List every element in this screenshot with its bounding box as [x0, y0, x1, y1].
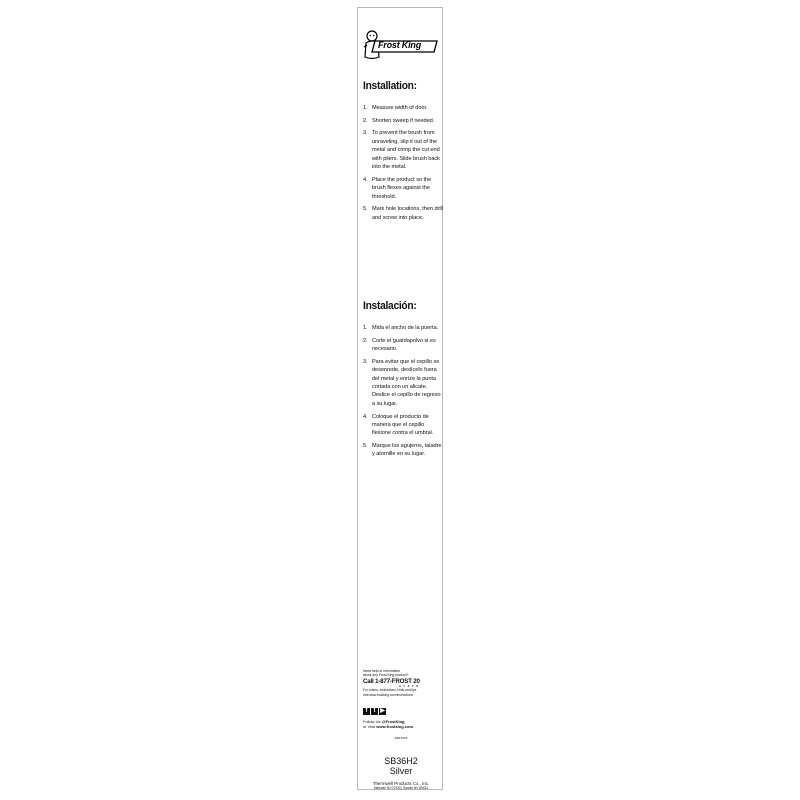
- step-text: Mida el ancho de la puerta.: [372, 325, 439, 331]
- step-text: To prevent the brush from unraveling, slip it out of the metal and crimp the cut end with pliers. Slide brush back into the metal.: [372, 130, 440, 171]
- product-info: [358, 756, 444, 776]
- step-item: [363, 205, 443, 222]
- help-line: about any Frost King product?: [363, 673, 409, 677]
- social-handle: @FrostKing: [381, 719, 405, 724]
- step-number: 1.: [363, 325, 368, 331]
- installation-section-es: [363, 300, 443, 463]
- step-text: Para evitar que el cepillo se desenrede, deslícelo fuera del metal y enrize la punta cortada con un alicate. Deslice el cepillo de regreso a su lugar.: [372, 358, 441, 407]
- step-item: [363, 129, 443, 171]
- help-phone: Call 1-877-FROST 20: [363, 678, 420, 685]
- youtube-icon: ▶: [380, 708, 385, 714]
- step-number: 4.: [363, 413, 368, 420]
- step-text: Marque los agujeros, taladre y atornille en su lugar.: [372, 443, 442, 458]
- social-icons: [363, 708, 386, 715]
- product-color: Silver: [389, 766, 413, 776]
- follow-block: [363, 719, 441, 729]
- help-line: Need help or information: [363, 669, 401, 673]
- step-text: Measure width of door.: [372, 105, 428, 111]
- reference-code: REF7018: [394, 736, 408, 740]
- step-text: Shorten sweep if needed.: [372, 117, 435, 124]
- installation-heading: Installation:: [363, 80, 417, 92]
- step-number: 2.: [363, 337, 368, 344]
- company-address: Mahwah NJ 07430 | Sparks NV 89431: [373, 786, 429, 790]
- step-number: 5.: [363, 206, 368, 213]
- step-number: 3.: [363, 358, 368, 365]
- step-number: 4.: [363, 176, 368, 183]
- website: www.frostking.com: [376, 724, 414, 729]
- installation-steps-es: [363, 324, 443, 459]
- help-line: visit www.frostking.com/instructions: [363, 692, 413, 697]
- help-block: [363, 669, 441, 698]
- step-number: 2.: [363, 117, 368, 124]
- facebook-icon: f: [363, 708, 370, 715]
- instruction-card: [357, 7, 443, 790]
- step-text: Corte el guardapolvo si es necesario.: [372, 337, 436, 353]
- model-number: SB36H2: [384, 756, 418, 766]
- visit-prefix: or Visit: [363, 724, 377, 729]
- step-item: [363, 117, 443, 125]
- logo-wordmark: Frost King: [378, 40, 421, 50]
- step-text: Mark hole locations, then drill and screw into place.: [372, 206, 443, 221]
- step-number: 1.: [363, 105, 368, 111]
- installation-steps-en: [363, 104, 443, 222]
- step-item: [363, 176, 443, 201]
- company-info: [358, 781, 444, 791]
- frost-king-logo: [362, 27, 438, 63]
- step-text: Place the product so the brush flexes against the threshold.: [372, 176, 432, 200]
- help-line: For videos, instructions, hints and tips: [363, 688, 417, 692]
- follow-prefix: Follow Us: [363, 719, 382, 724]
- step-text: Coloque el producto de manera que el cepillo flexione contra el umbral.: [372, 413, 434, 437]
- step-item: [363, 442, 443, 459]
- step-number: 3.: [363, 130, 368, 137]
- step-item: [363, 413, 443, 438]
- step-item: [363, 324, 443, 332]
- instalacion-heading: Instalación:: [363, 300, 417, 312]
- installation-section-en: [363, 80, 443, 226]
- step-item: [363, 337, 443, 354]
- company-name: Thermwell Products Co., Inc.: [372, 781, 430, 786]
- step-number: 5.: [363, 443, 368, 450]
- visit-line: [363, 724, 441, 729]
- help-phone-digits: 3 7 6 7 8: [399, 684, 419, 688]
- step-item: [363, 104, 443, 112]
- step-item: [363, 358, 443, 408]
- twitter-icon: t: [371, 708, 378, 715]
